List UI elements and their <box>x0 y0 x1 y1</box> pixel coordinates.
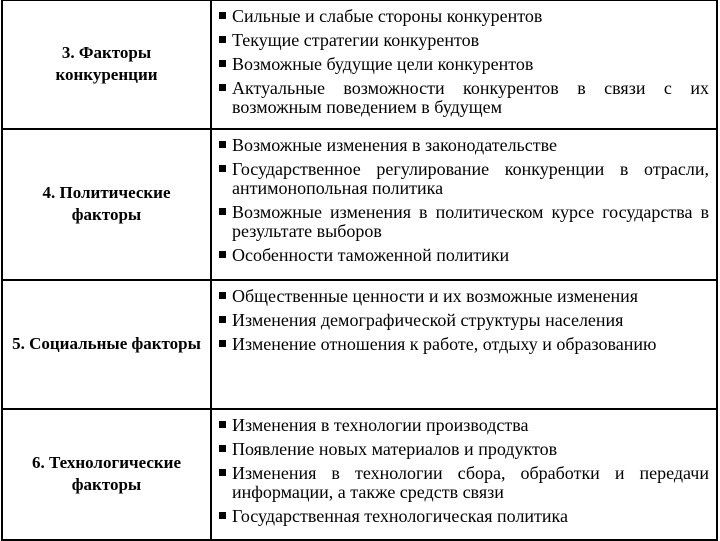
list-item: Появление новых материалов и продуктов <box>218 440 709 459</box>
list-item: Изменение отношения к работе, отдыху и образованию <box>218 335 709 354</box>
square-bullet-icon <box>219 469 226 476</box>
list-item: Изменения в технологии сбора, обработки и передачи информации, а также средств связи <box>218 464 709 502</box>
bullet-list <box>218 136 709 265</box>
list-item: Возможные изменения в политическом курсе государства в результате выборов <box>218 203 709 241</box>
square-bullet-icon <box>219 208 226 215</box>
square-bullet-icon <box>219 512 226 519</box>
items-cell <box>211 280 717 409</box>
category-cell: 6. Технологические факторы <box>2 409 211 540</box>
bullet-list <box>218 287 709 354</box>
table-row <box>2 1 717 129</box>
list-item: Возможные будущие цели конкурентов <box>218 55 709 74</box>
table-row <box>2 409 717 540</box>
square-bullet-icon <box>219 12 226 19</box>
square-bullet-icon <box>219 251 226 258</box>
list-item: Актуальные возможности конкурентов в связи с их возможным поведением в будущем <box>218 79 709 117</box>
list-item: Возможные изменения в законодательстве <box>218 136 709 155</box>
items-cell <box>211 409 717 540</box>
table-row <box>2 280 717 409</box>
list-item: Государственная технологическая политика <box>218 507 709 526</box>
square-bullet-icon <box>219 340 226 347</box>
square-bullet-icon <box>219 165 226 172</box>
category-cell: 5. Социальные факторы <box>2 280 211 409</box>
items-cell <box>211 129 717 280</box>
square-bullet-icon <box>219 36 226 43</box>
square-bullet-icon <box>219 60 226 67</box>
list-item: Сильные и слабые стороны конкурентов <box>218 7 709 26</box>
table-row <box>2 129 717 280</box>
list-item: Текущие стратегии конкурентов <box>218 31 709 50</box>
factors-table <box>1 0 718 541</box>
list-item: Особенности таможенной политики <box>218 246 709 265</box>
square-bullet-icon <box>219 421 226 428</box>
bullet-list <box>218 7 709 117</box>
square-bullet-icon <box>219 141 226 148</box>
square-bullet-icon <box>219 84 226 91</box>
list-item: Изменения демографической структуры населения <box>218 311 709 330</box>
list-item: Общественные ценности и их возможные изменения <box>218 287 709 306</box>
square-bullet-icon <box>219 292 226 299</box>
list-item: Изменения в технологии производства <box>218 416 709 435</box>
category-cell: 4. Политические факторы <box>2 129 211 280</box>
list-item: Государственное регулирование конкуренции в отрасли, антимонопольная политика <box>218 160 709 198</box>
bullet-list <box>218 416 709 526</box>
items-cell <box>211 1 717 129</box>
square-bullet-icon <box>219 316 226 323</box>
category-cell: 3. Факторы конкуренции <box>2 1 211 129</box>
square-bullet-icon <box>219 445 226 452</box>
